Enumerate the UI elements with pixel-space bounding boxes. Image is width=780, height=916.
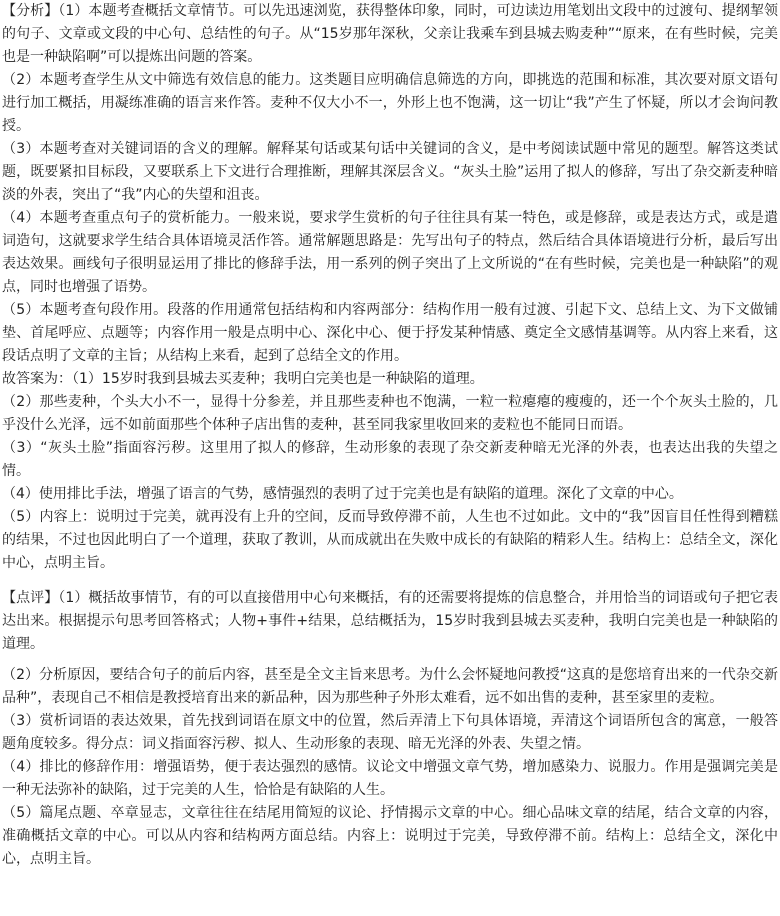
- answers-section: [2, 368, 778, 575]
- answer-paragraph-4: （4）使用排比手法，增强了语言的气势，感情强烈的表明了过于完美也是有缺陷的道理。深化了文章的中心。: [2, 486, 683, 502]
- commentary-paragraph-5: （5）篇尾点题、卒章显志，文章往往在结尾用简短的议论、抒情揭示文章的中心。细心品味文章的结尾，结合文章的内容，准确概括文章的中心。可以从内容和结构两方面总结。内容上：说明过于完美，导致停滞不前。结构上：总结全文，深化中心，点明主旨。: [2, 805, 778, 867]
- analysis-paragraph-4: （4）本题考查重点句子的赏析能力。一般来说，要求学生赏析的句子往往具有某一特色，或是修辞，或是表达方式，或是遣词造句，这就要求学生结合具体语境灵活作答。通常解题思路是：先写出句子的特点，然后结合具体语境进行分析，最后写出表达效果。画线句子很明显运用了排比的修辞手法，用一系列的例子突出了上文所说的“在有些时候，完美也是一种缺陷”的观点，同时也增强了语势。: [2, 210, 778, 295]
- paragraph-spacer: [2, 656, 778, 664]
- analysis-paragraph-2: （2）本题考查学生从文中筛选有效信息的能力。这类题目应明确信息筛选的方向，即挑选的范围和标准，其次要对原文语句进行加工概括，用凝练准确的语言来作答。麦种不仅大小不一，外形上也不饱满，这一切让“我”产生了怀疑，所以才会询问教授。: [2, 72, 778, 134]
- answer-paragraph-5: （5）内容上：说明过于完美，就再没有上升的空间，反而导致停滞不前，人生也不过如此。文中的“我”因盲目任性得到糟糕的结果，不过也因此明白了一个道理，获取了教训，从而成就出在失败中成长的有缺陷的精彩人生。结构上：总结全文，深化中心，点明主旨。: [2, 509, 778, 571]
- section-spacer: [2, 575, 778, 587]
- answer-paragraph-2: （2）那些麦种，个头大小不一，显得十分参差，并且那些麦种也不饱满，一粒一粒瘪瘪的瘦瘦的，还一个个灰头土脸的，几乎没什么光泽，远不如前面那些个体种子店出售的麦种，甚至同我家里收回来的麦粒也不能同日而语。: [2, 394, 778, 433]
- commentary-section: [2, 587, 778, 871]
- analysis-paragraph-3: （3）本题考查对关键词语的含义的理解。解释某句话或某句话中关键词的含义，是中考阅读试题中常见的题型。解答这类试题，既要紧扣目标段，又要联系上下文进行合理推断，理解其深层含义。“灰头土脸”运用了拟人的修辞，写出了杂交新麦种暗淡的外表，突出了“我”内心的失望和沮丧。: [2, 141, 778, 203]
- answer-paragraph-1: 故答案为：（1）15岁时我到县城去买麦种；我明白完美也是一种缺陷的道理。: [2, 371, 484, 387]
- answer-paragraph-3: （3）“灰头土脸”指面容污秽。这里用了拟人的修辞，生动形象的表现了杂交新麦种暗无光泽的外表，也表达出我的失望之情。: [2, 440, 778, 479]
- commentary-paragraph-2: （2）分析原因，要结合句子的前后内容，甚至是全文主旨来思考。为什么会怀疑地问教授“这真的是您培育出来的一代杂交新品种”，表现自己不相信是教授培育出来的新品种，因为那些种子外形太难看，远不如出售的麦种，甚至家里的麦粒。: [2, 667, 778, 706]
- commentary-paragraph-4: （4）排比的修辞作用：增强语势，便于表达强烈的感情。议论文中增强文章气势，增加感染力、说服力。作用是强调完美是一种无法弥补的缺陷，过于完美的人生，恰恰是有缺陷的人生。: [2, 759, 778, 798]
- analysis-paragraph-5: （5）本题考查句段作用。段落的作用通常包括结构和内容两部分：结构作用一般有过渡、引起下文、总结上文、为下文做铺垫、首尾呼应、点题等；内容作用一般是点明中心、深化中心、便于抒发某种情感、奠定全文感情基调等。从内容上来看，这段话点明了文章的主旨；从结构上来看，起到了总结全文的作用。: [2, 302, 778, 364]
- analysis-section: [2, 0, 778, 368]
- commentary-paragraph-1: 【点评】（1）概括故事情节，有的可以直接借用中心句来概括，有的还需要将提炼的信息整合，并用恰当的词语或句子把它表达出来。根据提示句思考回答格式；人物+事件+结果，总结概括为，15岁时我到县城去买麦种，我明白完美也是一种缺陷的道理。: [2, 590, 778, 652]
- commentary-paragraph-3: （3）赏析词语的表达效果，首先找到词语在原文中的位置，然后弄清上下句具体语境，弄清这个词语所包含的寓意，一般答题角度较多。得分点：词义指面容污秽、拟人、生动形象的表现、暗无光泽的外表、失望之情。: [2, 713, 778, 752]
- analysis-paragraph-1: 【分析】（1）本题考查概括文章情节。可以先迅速浏览，获得整体印象，同时，可边读边用笔划出文段中的过渡句、提纲挈领的句子、文章或文段的中心句、总结性的句子。从“15岁那年深秋，父亲让我乘车到县城去购麦种”“原来，在有些时候，完美也是一种缺陷啊”可以提炼出问题的答案。: [2, 3, 778, 65]
